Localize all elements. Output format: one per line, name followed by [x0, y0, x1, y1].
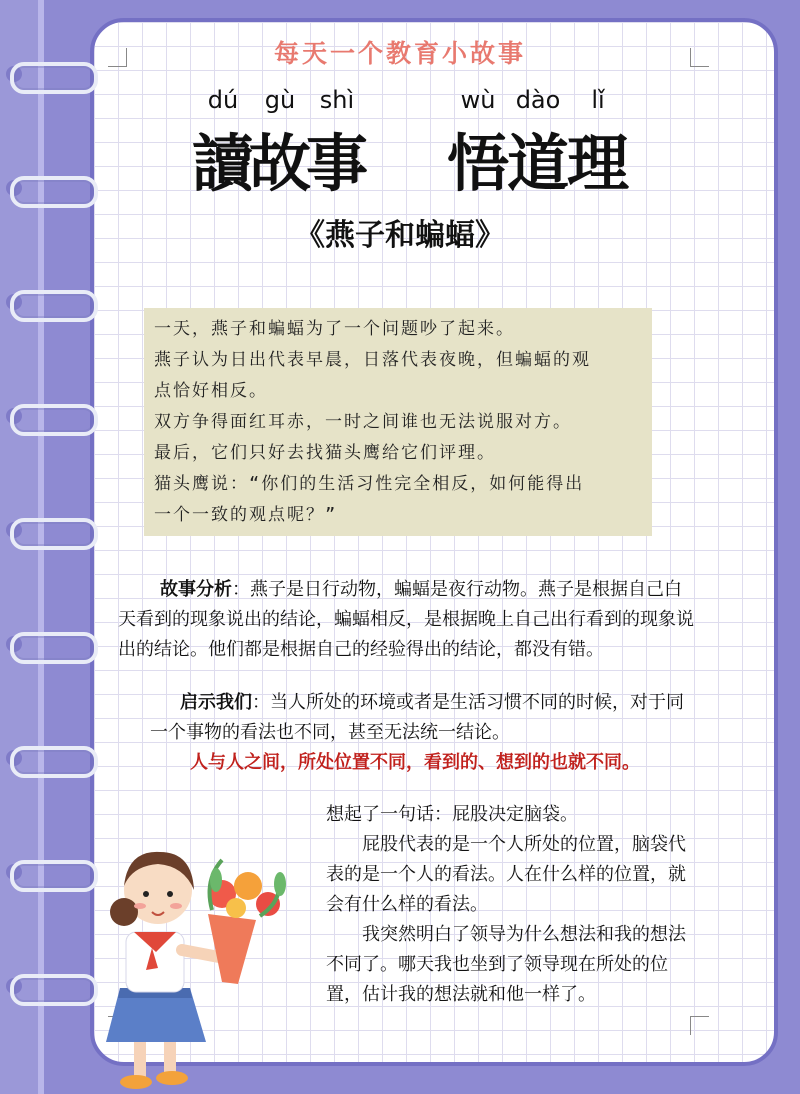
pinyin-dao: dào: [515, 86, 561, 114]
story-analysis: [118, 575, 698, 665]
title-char-wu: 悟: [446, 127, 509, 200]
insight-label: 启示我们: [180, 692, 252, 713]
insight-text: ：当人所处的环境或者是生活习惯不同的时候，对于同一个事物的看法也不同，甚至无法统一结论。: [150, 692, 684, 743]
spiral-ring: [10, 632, 98, 664]
corner-mark: [690, 1016, 709, 1035]
spiral-ring: [10, 404, 98, 436]
analysis-label: 故事分析: [160, 579, 232, 600]
reflection: [326, 800, 698, 1010]
pinyin-gu: gù: [264, 86, 296, 114]
story-line: 一个一致的观点呢？”: [154, 505, 338, 525]
pinyin-shi: shì: [319, 86, 355, 114]
reflection-p3: 我突然明白了领导为什么想法和我的想法不同了。哪天我也坐到了领导现在所处的位置，估计我的想法就和他一样了。: [326, 924, 686, 1005]
story-box: [144, 308, 652, 536]
story-line: 点恰好相反。: [154, 381, 268, 401]
title-char-dao: 道: [506, 127, 569, 200]
spiral-ring: [10, 176, 98, 208]
story-line: 最后，它们只好去找猫头鹰给它们评理。: [154, 443, 496, 463]
pinyin-wu: wù: [460, 86, 496, 114]
spiral-ring: [10, 290, 98, 322]
analysis-text: ：燕子是日行动物，蝙蝠是夜行动物。燕子是根据自己白天看到的现象说出的结论，蝙蝠相反，是根据晚上自己出行看到的现象说出的结论。他们都是根据自己的经验得出的结论，都没有错。: [118, 579, 694, 660]
series-label: 每天一个教育小故事: [273, 39, 526, 68]
spiral-ring: [10, 518, 98, 550]
key-message: 人与人之间，所处位置不同，看到的、想到的也就不同。: [190, 752, 640, 773]
pinyin-du: dú: [207, 86, 239, 114]
title-char-du: 讀: [191, 127, 254, 200]
title-char-gu: 故: [248, 127, 311, 200]
reflection-p1: 想起了一句话：屁股决定脑袋。: [326, 804, 578, 825]
story-line: 猫头鹰说：“你们的生活习性完全相反，如何能得出: [154, 474, 585, 494]
title-char-li: 理: [566, 127, 629, 200]
story-line: 双方争得面红耳赤，一时之间谁也无法说服对方。: [154, 412, 572, 432]
reflection-p2: 屁股代表的是一个人所处的位置，脑袋代表的是一个人的看法。人在什么样的位置，就会有什么样的看法。: [326, 834, 686, 915]
story-line: 一天，燕子和蝙蝠为了一个问题吵了起来。: [154, 319, 515, 339]
title-char-shi: 事: [305, 127, 368, 200]
story-title: 《燕子和蝙蝠》: [295, 218, 505, 253]
girl-with-flowers-illustration: [72, 820, 312, 1094]
story-insight: [150, 688, 695, 748]
story-line: 燕子认为日出代表早晨，日落代表夜晚，但蝙蝠的观: [154, 350, 591, 370]
pinyin-li: lǐ: [591, 86, 605, 114]
